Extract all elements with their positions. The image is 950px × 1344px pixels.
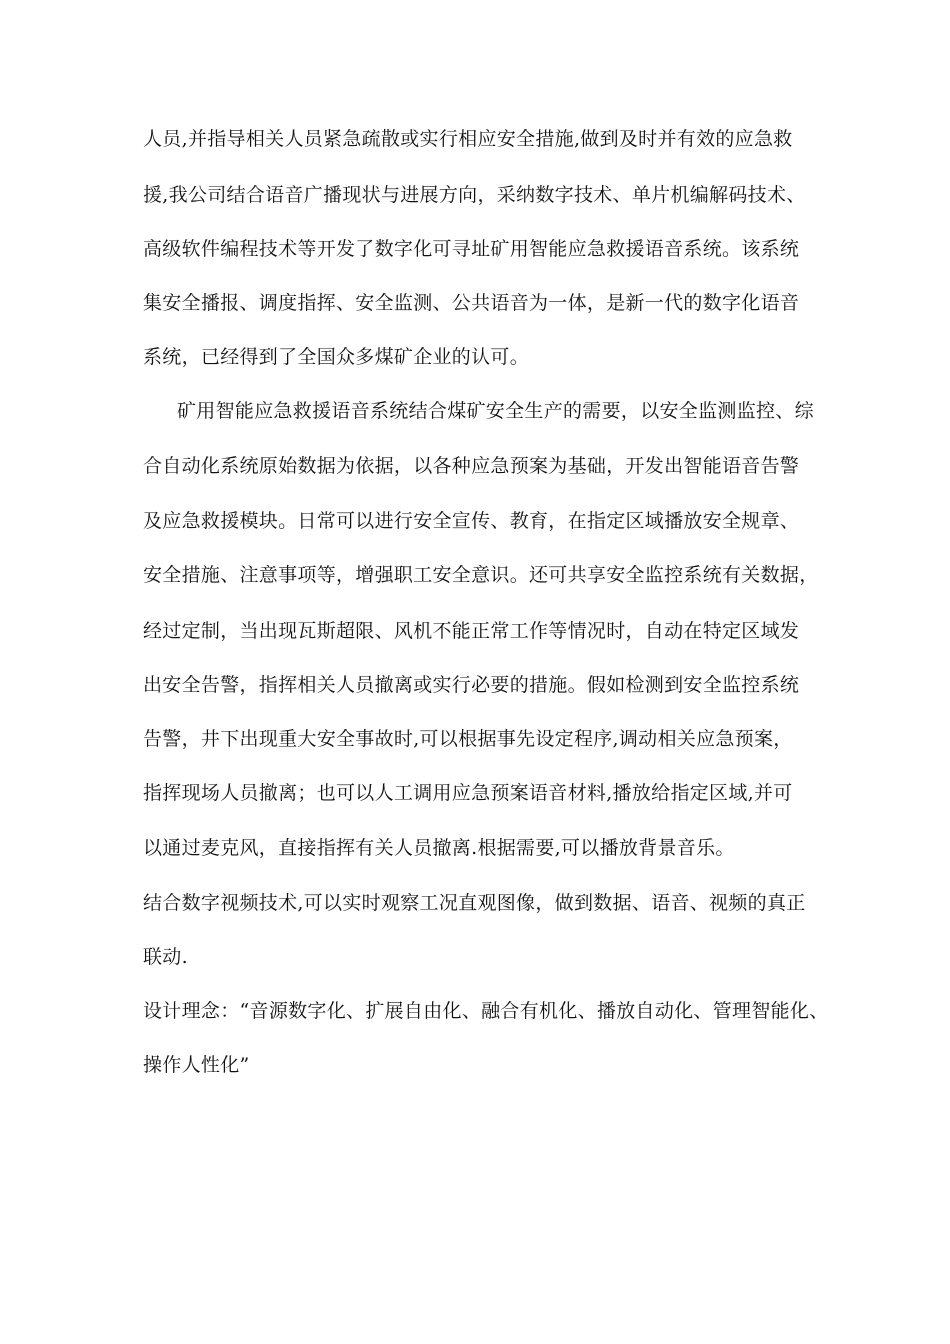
text-line: 人员,并指导相关人员紧急疏散或实行相应安全措施,做到及时并有效的应急救 [143,128,793,150]
text-line: 援,我公司结合语音广播现状与进展方向，采纳数字技术、单片机编解码技术、 [143,184,806,206]
text-line: 操作人性化” [143,1054,250,1076]
text-line: 以通过麦克风，直接指挥有关人员撤离.根据需要,可以播放背景音乐。 [143,837,735,859]
text-line: 告警，井下出现重大安全事故时,可以根据事先设定程序,调动相关应急预案， [143,728,793,750]
text-line: 高级软件编程技术等开发了数字化可寻址矿用智能应急救援语音系统。该系统 [143,238,800,260]
text-line: 矿用智能应急救援语音系统结合煤矿安全生产的需要，以安全监测监控、综 [177,400,814,422]
text-line: 出安全告警，指挥相关人员撤离或实行必要的措施。假如检测到安全监控系统 [143,674,800,696]
text-line: 系统，已经得到了全国众多煤矿企业的认可。 [143,346,530,368]
text-line: 合自动化系统原始数据为依据，以各种应急预案为基础，开发出智能语音告警 [143,455,800,477]
text-line: 结合数字视频技术,可以实时观察工况直观图像，做到数据、语音、视频的真正 [143,892,806,914]
text-line: 安全措施、注意事项等，增强职工安全意识。还可共享安全监控系统有关数据， [143,564,819,586]
text-line: 设计理念：“音源数字化、扩展自由化、融合有机化、播放自动化、管理智能化、 [143,1000,829,1022]
text-line: 经过定制，当出现瓦斯超限、风机不能正常工作等情况时，自动在特定区域发 [143,620,800,642]
text-line: 及应急救援模块。日常可以进行安全宣传、教育，在指定区域播放安全规章、 [143,510,800,532]
text-line: 联动. [143,946,188,968]
text-line: 指挥现场人员撤离；也可以人工调用应急预案语音材料,播放给指定区域,并可 [143,782,793,804]
text-line: 集安全播报、调度指挥、安全监测、公共语音为一体，是新一代的数字化语音 [143,292,800,314]
